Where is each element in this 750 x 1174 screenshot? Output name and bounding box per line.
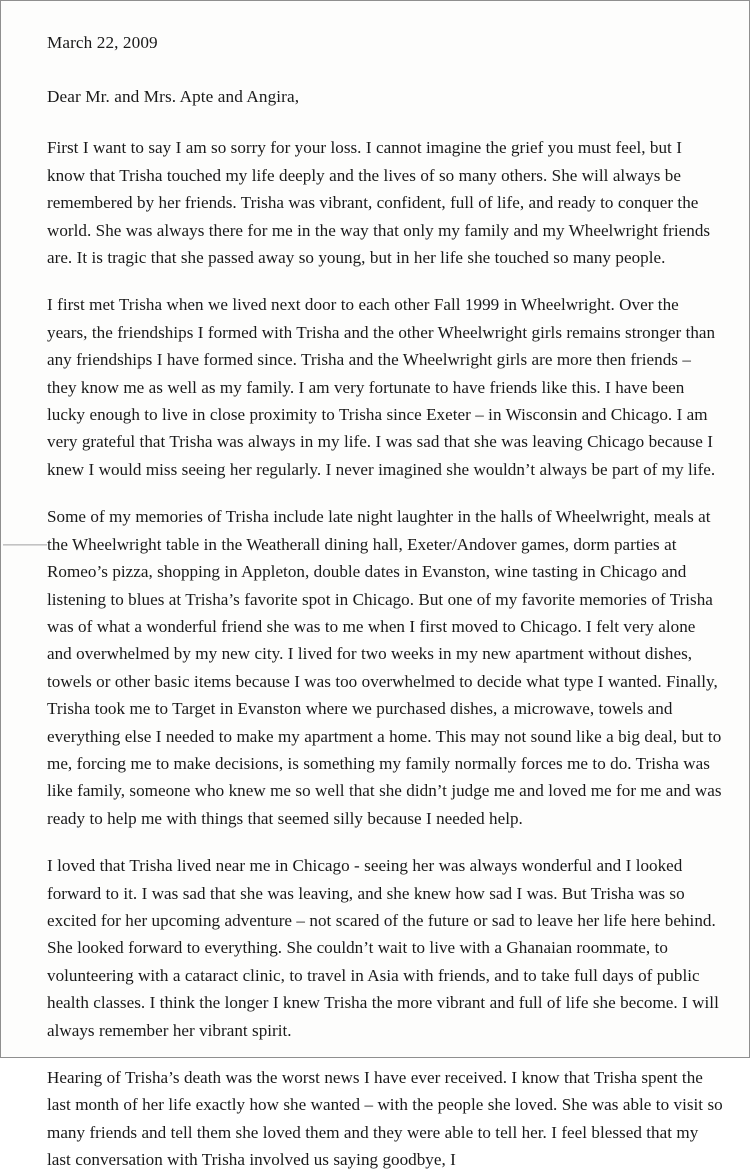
letter-salutation: Dear Mr. and Mrs. Apte and Angira,: [47, 87, 300, 107]
letter-paragraph: Hearing of Trisha’s death was the worst news I have ever received. I know that Trisha spent the last month of her life exactly how she wanted – with the people she loved. She was able to visit so many friends and tell them she loved them and they were able to tell her. I feel blessed that my last conversation with Trisha involved us saying goodbye, I: [47, 1068, 723, 1170]
letter-body: [47, 134, 723, 1173]
scan-artifact-line-secondary: [3, 545, 47, 546]
letter-paragraph: Some of my memories of Trisha include late night laughter in the halls of Wheelwright, meals at the Wheelwright table in the Weatherall dining hall, Exeter/Andover games, dorm parties at Romeo’s pizza, shopping in Appleton, double dates in Evanston, wine tasting in Chicago and listening to blues at Trisha’s favorite spot in Chicago. But one of my favorite memories of Trisha was of what a wonderful friend she was to me when I first moved to Chicago. I felt very alone and overwhelmed by my new city. I lived for two weeks in my new apartment without dishes, towels or other basic items because I was too overwhelmed to decide what type I wanted. Finally, Trisha took me to Target in Evanston where we purchased dishes, a microwave, towels and everything else I needed to make my apartment a home. This may not sound like a big deal, but to me, forcing me to make decisions, is something my family normally forces me to do. Trisha was like family, someone who knew me so well that she didn’t judge me and loved me for me and was ready to help me with things that seemed silly because I needed help.: [47, 507, 722, 828]
letter-paragraph: First I want to say I am so sorry for your loss. I cannot imagine the grief you must feel, but I know that Trisha touched my life deeply and the lives of so many others. She will always be remembered by her friends. Trisha was vibrant, confident, full of life, and ready to conquer the world. She was always there for me in the way that only my family and my Wheelwright friends are. It is tragic that she passed away so young, but in her life she touched so many people.: [47, 138, 711, 268]
letter-content: [47, 1, 723, 1174]
letter-date: March 22, 2009: [47, 33, 158, 52]
letter-paragraph: I first met Trisha when we lived next door to each other Fall 1999 in Wheelwright. Over the years, the friendships I formed with Trisha and the other Wheelwright girls remains stronger than any friendships I have formed since. Trisha and the Wheelwright girls are more then friends – they know me as well as my family. I am very fortunate to have friends like this. I have been lucky enough to live in close proximity to Trisha since Exeter – in Wisconsin and Chicago. I am very grateful that Trisha was always in my life. I was sad that she was leaving Chicago because I knew I would miss seeing her regularly. I never imagined she wouldn’t always be part of my life.: [47, 295, 716, 479]
letter-paragraph: I loved that Trisha lived near me in Chicago - seeing her was always wonderful and I looked forward to it. I was sad that she was leaving, and she knew how sad I was. But Trisha was so excited for her upcoming adventure – not scared of the future or sad to leave her life here behind. She looked forward to everything. She couldn’t wait to live with a Ghanaian roommate, to volunteering with a cataract clinic, to travel in Asia with friends, and to take full days of public health classes. I think the longer I knew Trisha the more vibrant and full of life she become. I will always remember her vibrant spirit.: [47, 856, 719, 1040]
